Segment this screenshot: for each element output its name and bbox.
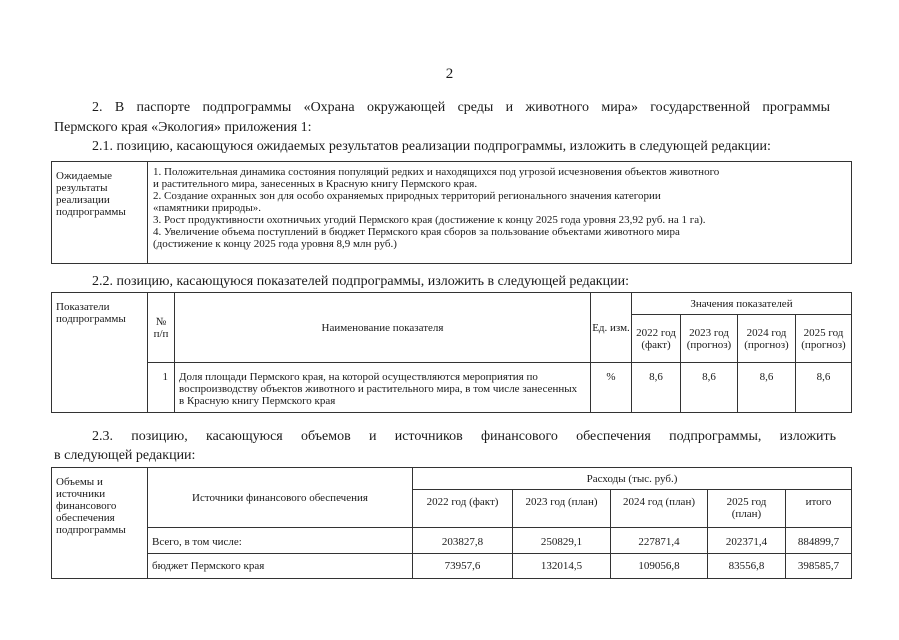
- section2-line1: 2. В паспорте подпрограммы «Охрана окружающей среды и животного мира» государственной программы: [92, 100, 830, 115]
- row-value: 8,6: [796, 363, 852, 413]
- row-value: 8,6: [632, 363, 681, 413]
- row-value: 8,6: [681, 363, 738, 413]
- finance-row-name: бюджет Пермского края: [148, 554, 413, 579]
- results-list: [148, 162, 852, 264]
- expenses-header: Расходы (тыс. руб.): [413, 468, 852, 490]
- finance-value: 132014,5: [513, 554, 611, 579]
- row-name: Доля площади Пермского края, на которой осуществляются мероприятия по воспроизводству объектов животного и растительного мира, в том числе занесенных в Красную книгу Пермского края: [175, 363, 591, 413]
- year-header: итого: [786, 490, 852, 528]
- finance-value: 884899,7: [786, 528, 852, 554]
- year-header: 2025 год (план): [708, 490, 786, 528]
- indicators-table: [51, 292, 852, 413]
- results-line: (достижение к концу 2025 года уровня 8,9 млн руб.): [153, 238, 397, 250]
- finance-row-name: Всего, в том числе:: [148, 528, 413, 554]
- finance-label: Объемы и источники финансового обеспечения подпрограммы: [52, 468, 148, 579]
- results-line: 4. Увеличение объема поступлений в бюджет Пермского края сборов за пользование объектами животного мира: [153, 226, 680, 238]
- finance-table: [51, 467, 852, 579]
- item-2-3-line2: в следующей редакции:: [54, 448, 196, 463]
- finance-value: 398585,7: [786, 554, 852, 579]
- year-header: 2025 год (прогноз): [796, 315, 852, 363]
- finance-value: 202371,4: [708, 528, 786, 554]
- col-source-header: Источники финансового обеспечения: [148, 468, 413, 528]
- finance-value: 83556,8: [708, 554, 786, 579]
- year-header: 2024 год (прогноз): [738, 315, 796, 363]
- finance-value: 227871,4: [611, 528, 708, 554]
- results-table: [51, 161, 852, 264]
- results-line: «памятники природы».: [153, 202, 262, 214]
- finance-value: 73957,6: [413, 554, 513, 579]
- results-line: и растительного мира, занесенных в Красную книгу Пермского края.: [153, 178, 478, 190]
- col-name-header: Наименование показателя: [175, 293, 591, 363]
- results-line: 1. Положительная динамика состояния популяций редких и находящихся под угрозой исчезновения объектов животного: [153, 166, 720, 178]
- year-header: 2022 год (факт): [413, 490, 513, 528]
- indicators-label: Показатели подпрограммы: [52, 293, 148, 413]
- results-label: Ожидаемые результаты реализации подпрограммы: [52, 162, 148, 264]
- row-unit: %: [591, 363, 632, 413]
- finance-value: 203827,8: [413, 528, 513, 554]
- values-header: Значения показателей: [632, 293, 852, 315]
- col-unit-header: Ед. изм.: [591, 293, 632, 363]
- finance-value: 250829,1: [513, 528, 611, 554]
- year-header: 2023 год (прогноз): [681, 315, 738, 363]
- year-header: 2023 год (план): [513, 490, 611, 528]
- results-line: 3. Рост продуктивности охотничьих угодий Пермского края (достижение к концу 2025 года уровня 23,92 руб. на 1 га).: [153, 214, 706, 226]
- col-num-header: № п/п: [148, 293, 175, 363]
- row-num: 1: [148, 363, 175, 413]
- item-2-3-line1: 2.3. позицию, касающуюся объемов и источников финансового обеспечения подпрограммы, изложить: [92, 429, 836, 444]
- row-value: 8,6: [738, 363, 796, 413]
- item-2-1: 2.1. позицию, касающуюся ожидаемых результатов реализации подпрограммы, изложить в следующей редакции:: [92, 139, 771, 154]
- finance-value: 109056,8: [611, 554, 708, 579]
- year-header: 2024 год (план): [611, 490, 708, 528]
- item-2-2: 2.2. позицию, касающуюся показателей подпрограммы, изложить в следующей редакции:: [92, 274, 629, 289]
- page-number: 2: [445, 66, 454, 82]
- results-line: 2. Создание охранных зон для особо охраняемых природных территорий регионального значения категории: [153, 190, 661, 202]
- section2-line2: Пермского края «Экология» приложения 1:: [54, 120, 312, 135]
- year-header: 2022 год (факт): [632, 315, 681, 363]
